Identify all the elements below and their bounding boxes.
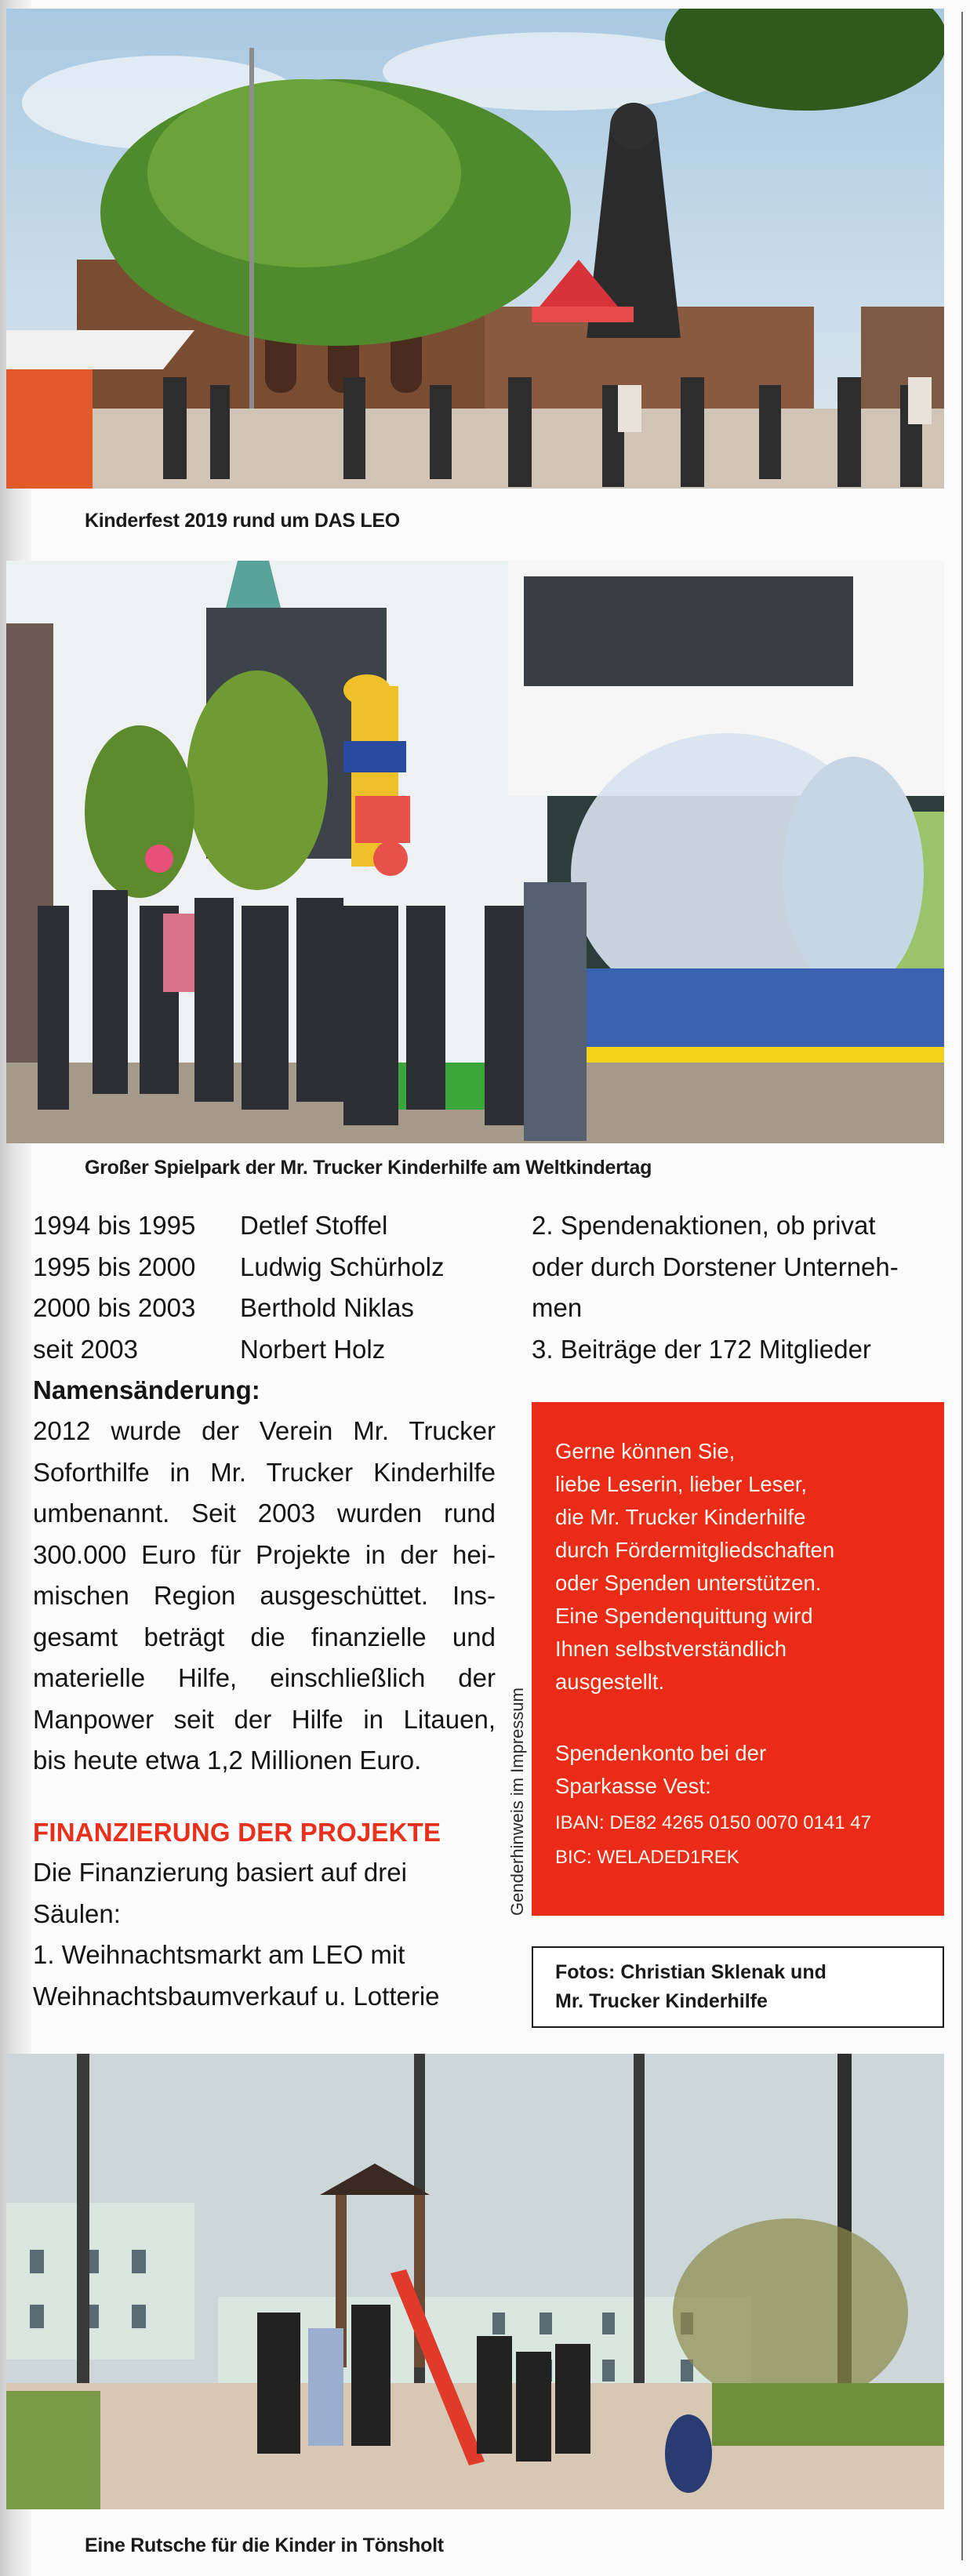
donation-line: Ihnen selbstverständlich [555,1637,787,1661]
rename-paragraph [33,1411,496,1782]
paragraph-line: 3. Beiträge der 172 Mitglieder [532,1334,871,1364]
chronology-name: Berthold Niklas [240,1293,414,1322]
paragraph-line: gesamt beträgt die finanzielle und [33,1622,496,1651]
caption-spielpark: Großer Spielpark der Mr. Trucker Kinderhilfe am Weltkindertag [85,1157,652,1179]
chronology-period: 2000 bis 2003 [33,1293,196,1322]
financing-pillars-continued [532,1205,955,1370]
paragraph-line: bis heute etwa 1,2 Millionen Euro. [33,1746,422,1775]
chronology-period: 1995 bis 2000 [33,1252,196,1281]
paragraph-line: Weihnachtsbaumverkauf u. Lotterie [33,1981,440,2011]
iban: IBAN: DE82 4265 0150 0070 0141 47 [555,1812,871,1833]
photo-rutsche-image [6,2054,944,2509]
photo-spielpark [6,561,944,1143]
paragraph-line: materielle Hilfe, einschließlich der [33,1663,496,1692]
donation-line: Gerne können Sie, [555,1439,736,1463]
credits-line: Mr. Trucker Kinderhilfe [555,1990,768,2012]
chronology-row [33,1288,445,1329]
donation-line: durch Fördermitgliedschaften [555,1538,835,1562]
chronology-name: Detlef Stoffel [240,1211,388,1240]
paragraph-line: Manpower seit der Hilfe in Litauen, [33,1704,496,1734]
paragraph-line: 300.000 Euro für Projekte in der hei- [33,1539,496,1569]
paragraph-line: umbenannt. Seit 2003 wurden rund [33,1499,496,1528]
chronology-row [33,1247,445,1288]
paragraph-line: oder durch Dorstener Unterneh- [532,1252,899,1281]
gender-note-vertical: Genderhinweis im Impressum [507,1688,527,1916]
account-line: Sparkasse Vest: [555,1774,711,1798]
paragraph-line: mischen Region ausgeschüttet. Ins- [33,1581,496,1610]
donation-line: oder Spenden unterstützen. [555,1571,822,1595]
donation-line: liebe Leserin, lieber Leser, [555,1472,808,1496]
donation-line: Eine Spendenquittung wird [555,1604,813,1628]
photo-kinderfest [6,9,944,489]
financing-heading: FINANZIERUNG DER PROJEKTE [33,1818,441,1847]
financing-paragraph [33,1852,496,2017]
chronology-period: 1994 bis 1995 [33,1211,196,1240]
paragraph-line: Säulen: [33,1898,121,1928]
photo-rutsche [6,2054,944,2509]
chronology-period: seit 2003 [33,1334,138,1364]
photo-kinderfest-image [6,9,944,489]
paragraph-line: Soforthilfe in Mr. Trucker Kinderhilfe [33,1457,496,1487]
bic: BIC: WELADED1REK [555,1847,739,1868]
account-line: Spendenkonto bei der [555,1741,767,1765]
donation-account [555,1737,766,1803]
donation-info-box [532,1402,944,1916]
paragraph-line: 1. Weihnachtsmarkt am LEO mit [33,1940,405,1969]
photo-credits-box [532,1946,944,2028]
caption-rutsche: Eine Rutsche für die Kinder in Tönsholt [85,2534,444,2556]
credits-line: Fotos: Christian Sklenak und [555,1961,826,1983]
chronology-row [33,1205,445,1247]
chronology-name: Norbert Holz [240,1334,386,1364]
paragraph-line: Die Finanzierung basiert auf drei [33,1858,407,1887]
paragraph-line: 2. Spendenaktionen, ob privat [532,1211,876,1240]
paragraph-line: 2012 wurde der Verein Mr. Trucker [33,1416,496,1445]
donation-line: ausgestellt. [555,1669,665,1694]
chronology-row [33,1329,445,1371]
chronology-name: Ludwig Schürholz [240,1252,445,1281]
photo-spielpark-image [6,561,944,1143]
donation-line: die Mr. Trucker Kinderhilfe [555,1505,806,1529]
caption-kinderfest: Kinderfest 2019 rund um DAS LEO [85,510,400,532]
donation-intro [555,1435,834,1699]
bank-details [555,1806,871,1875]
chairman-chronology [33,1205,445,1370]
rename-heading: Namensänderung: [33,1375,260,1404]
paragraph-line: men [532,1293,583,1322]
column-rule [961,12,963,2560]
